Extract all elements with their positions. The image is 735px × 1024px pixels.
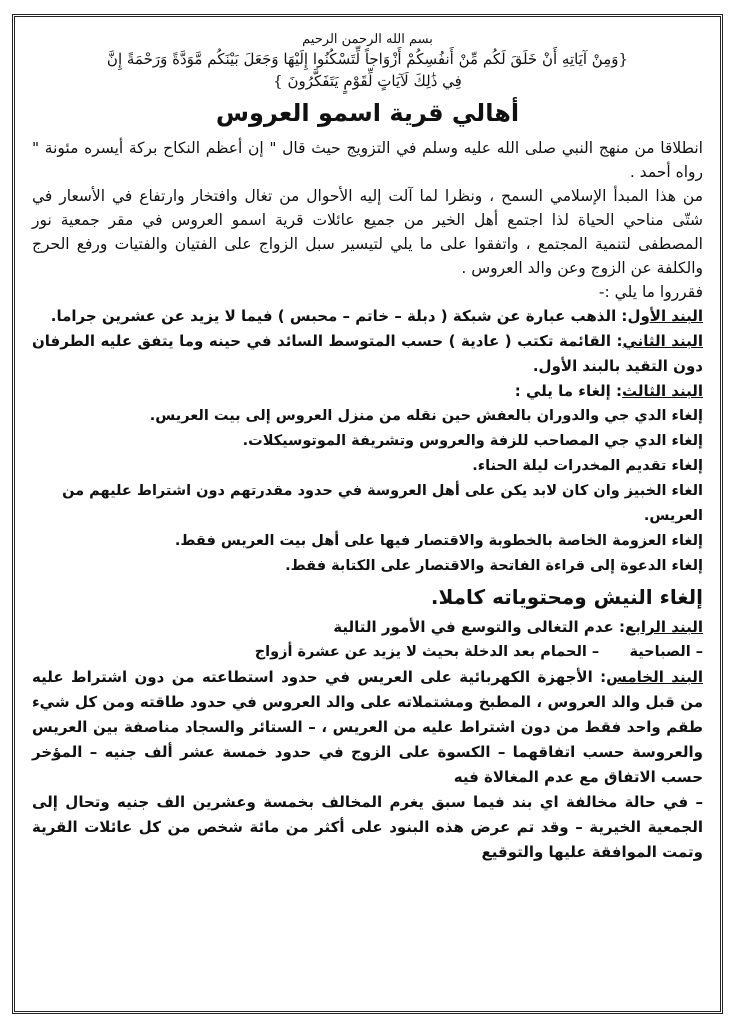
closing-paragraph: – في حالة مخالفة اي بند فيما سبق يغرم المخالف بخمسة وعشرين الف جنيه وتحال إلى الجمعية الخيرية – وقد تم عرض هذه البنود على أكثر من مائة شخص من كل عائلات القرية وتمت الموافقة عليها والتوقيع	[32, 793, 703, 861]
cancel-item: الغاء الخبيز وان كان لابد يكن على أهل العروسة في حدود مقدرتهم دون اشتراط عليهم من العريس.	[62, 483, 703, 524]
item-5-text: : الأجهزة الكهربائية على العريس في حدود استطاعته من دون اشتراط عليه من قبل والد العروس ، المطبخ ومشتملاته على والد العروس في حدود طاقته ومن كل شيء طقم واحد فقط من دون اشتراط عليه من العريس ، – الستائر والسجاد مناصفة بين العريس والعروسة حسب اتفاقهما – الكسوة على الزوج في حدود خمسة عشر ألف جنيه – المؤخر حسب الاتفاق مع عدم المغالاة فيه	[32, 668, 703, 786]
quran-verse	[32, 48, 703, 92]
item-2	[32, 329, 703, 379]
item-2-head: البند الثاني	[622, 332, 703, 350]
item-3-text: : إلغاء ما يلي :	[514, 382, 623, 400]
basmala: بسم الله الرحمن الرحيم	[302, 32, 433, 47]
cancel-item: إلغاء الدعوة إلى قراءة الفاتحة والاقتصار على الكتابة فقط.	[285, 558, 703, 574]
item-5-head: البند الخامس	[606, 668, 703, 686]
item-4-text: : عدم التغالى والتوسع في الأمور التالية	[333, 618, 625, 636]
item-1-head: البند الأول	[627, 307, 703, 325]
cancel-big-item: إلغاء النيش ومحتوياته كاملا.	[430, 585, 703, 609]
item-2-text: : القائمة تكتب ( عادية ) حسب المتوسط السائد في حينه وما يتفق عليه الطرفان دون التقيد بالبند الأول.	[32, 332, 703, 375]
body-paragraph: من هذا المبدأ الإسلامي السمح ، ونظرا لما آلت إليه الأحوال من تغال وافتخار وارتفاع في الأسعار في شتّى مناحي الحياة لذا اجتمع أهل الخير من جميع عائلات قرية اسمو العروس في مقر جمعية نور المصطفى لتنمية المجتمع ، واتفقوا على ما يلي لتيسير سبل الزواج على الفتيان والفتيات ورفع الحرج والكلفة عن الزوج وعن والد العروس .	[32, 187, 703, 277]
item-4	[32, 615, 703, 640]
cancel-item: إلغاء الدي جي المصاحب للزفة والعروس وتشريفة الموتوسيكلات.	[242, 433, 703, 449]
item-3	[32, 379, 703, 404]
item-4-sub: – الصباحية – الحمام بعد الدخلة بحيث لا يزيد عن عشرة أزواج	[254, 644, 703, 660]
item-1	[32, 304, 703, 329]
cancel-item: إلغاء الدي جي والدوران بالعفش حين نقله من منزل العروس إلى بيت العريس.	[149, 408, 703, 424]
item-1-text: : الذهب عبارة عن شبكة ( دبلة – خاتم – محبس ) فيما لا يزيد عن عشرين جراما.	[50, 307, 628, 325]
item-4-head: البند الرابع	[624, 618, 703, 636]
verse-line-1: {وَمِنْ آيَاتِهِ أَنْ خَلَقَ لَكُم مِّنْ أَنفُسِكُمْ أَزْوَاجاً لِّتَسْكُنُوا إِلَيْهَا وَجَعَلَ بَيْنَكُم مَّوَدَّةً وَرَحْمَةً إِنَّ	[106, 50, 629, 68]
cancel-item: إلغاء العزومة الخاصة بالخطوبة والاقتصار فيها على أهل بيت العريس فقط.	[174, 533, 703, 549]
item-5	[32, 665, 703, 790]
cancel-item: إلغاء تقديم المخدرات ليلة الحناء.	[472, 458, 703, 474]
document-title: أهالي قرية اسمو العروس	[215, 99, 520, 127]
document-content	[18, 14, 717, 865]
item-3-head: البند الثالث	[622, 382, 703, 400]
intro-paragraph: انطلاقا من منهج النبي صلى الله عليه وسلم في التزويج حيث قال " إن أعظم النكاح بركة أيسره مئونة " رواه أحمد .	[32, 139, 703, 181]
verse-line-2: فِي ذَٰلِكَ لَآيَاتٍ لِّقَوْمٍ يَتَفَكَّرُونَ }	[273, 72, 462, 90]
decided-line: فقرروا ما يلي :-	[598, 283, 703, 301]
